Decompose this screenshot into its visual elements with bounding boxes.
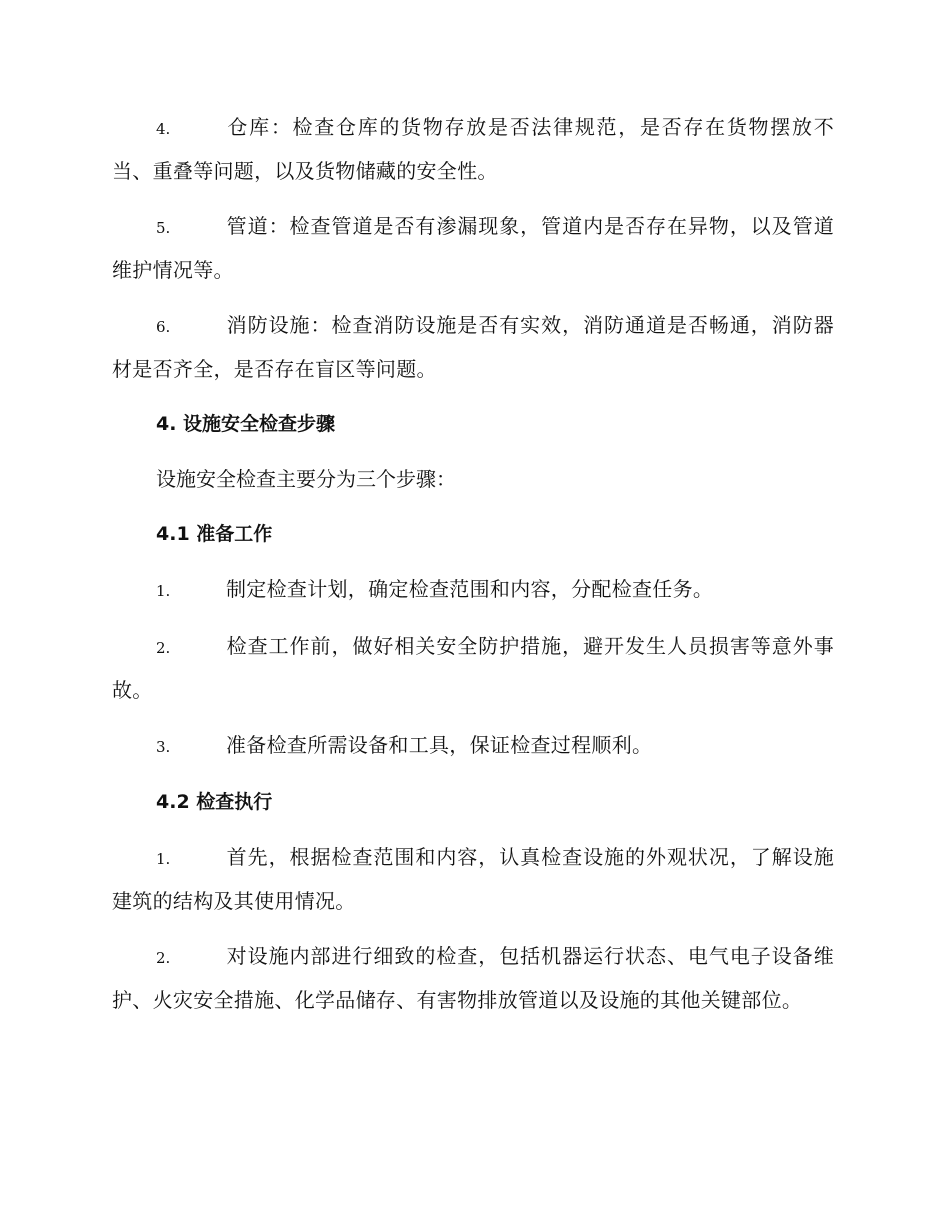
- list-item: [112, 836, 834, 922]
- list-number: 2.: [156, 639, 171, 657]
- list-item: [112, 205, 834, 291]
- list-item: [112, 724, 834, 768]
- list-item: [112, 304, 834, 390]
- list-number: 1.: [156, 850, 171, 868]
- intro-paragraph: 设施安全检查主要分为三个步骤：: [156, 467, 456, 491]
- list-text: 首先，根据检查范围和内容，认真检查设施的外观状况，了解设施建筑的结构及其使用情况。: [112, 845, 834, 913]
- list-number: 3.: [156, 738, 171, 756]
- list-item: [112, 106, 834, 192]
- list-text: 对设施内部进行细致的检查，包括机器运行状态、电气电子设备维护、火灾安全措施、化学品储存、有害物排放管道以及设施的其他关键部位。: [112, 944, 834, 1012]
- list-number: 1.: [156, 582, 171, 600]
- list-number: 4.: [156, 120, 171, 138]
- list-item: [112, 568, 834, 612]
- list-number: 6.: [156, 318, 171, 336]
- subsection-heading-prep: 4.1 准备工作: [156, 523, 273, 545]
- list-text: 准备检查所需设备和工具，保证检查过程顺利。: [226, 733, 653, 757]
- section-heading: 4. 设施安全检查步骤: [156, 413, 336, 435]
- list-text: 仓库：检查仓库的货物存放是否法律规范，是否存在货物摆放不当、重叠等问题，以及货物储藏的安全性。: [112, 115, 834, 183]
- document-body: [112, 106, 834, 1034]
- list-number: 2.: [156, 949, 171, 967]
- list-number: 5.: [156, 219, 171, 237]
- list-text: 管道：检查管道是否有渗漏现象，管道内是否存在异物，以及管道维护情况等。: [112, 214, 834, 282]
- subsection-heading-execution: 4.2 检查执行: [156, 791, 273, 813]
- list-text: 检查工作前，做好相关安全防护措施，避开发生人员损害等意外事故。: [112, 634, 834, 702]
- list-item: [112, 935, 834, 1021]
- list-text: 消防设施：检查消防设施是否有实效，消防通道是否畅通，消防器材是否齐全，是否存在盲区等问题。: [112, 313, 834, 381]
- list-item: [112, 625, 834, 711]
- list-text: 制定检查计划，确定检查范围和内容，分配检查任务。: [226, 577, 714, 601]
